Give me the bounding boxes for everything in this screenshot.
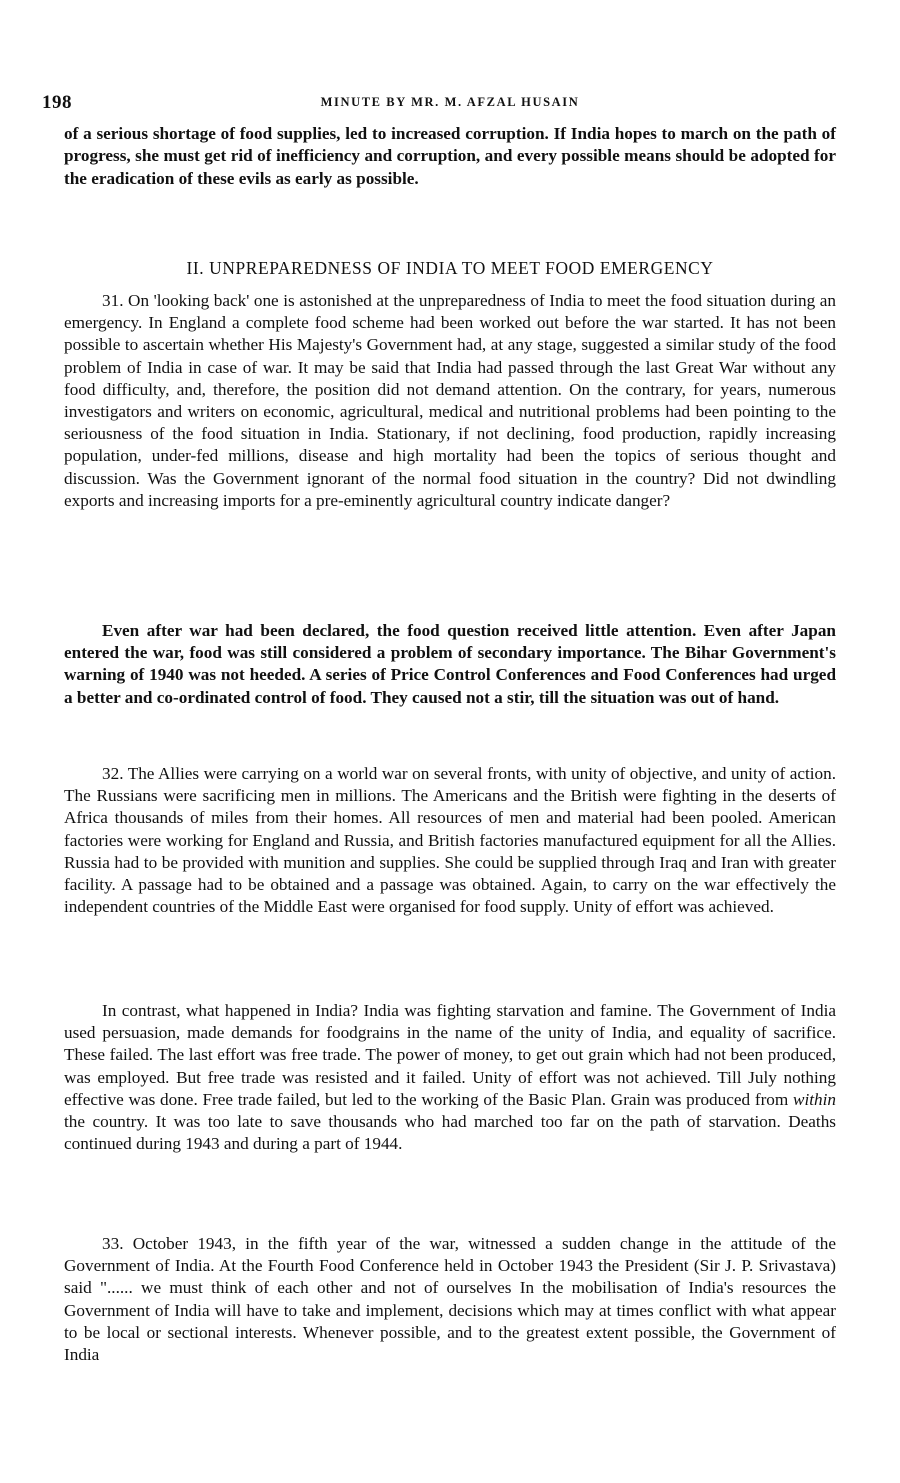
running-title: MINUTE BY MR. M. AFZAL HUSAIN [320,95,580,109]
section-heading: II. UNPREPAREDNESS OF INDIA TO MEET FOOD EMERGENCY [186,258,714,278]
paragraph-32-continued-text-a: In contrast, what happened in India? India was fighting starvation and famine. The Government of India used persuasion, made demands for foodgrains in the name of the unity of India, and equality of sacrifice. These failed. The last effort was free trade. The power of money, to get out grain which had not been produced, was employed. But free trade was resisted and it failed. Unity of effort was not achieved. Till July nothing effective was done. Free trade failed, but led to the working of the Basic Plan. Grain was produced from [64,1001,836,1109]
paragraph-32-continued-text-b: the country. It was too late to save thousands who had marched too far on the path of starvation. Deaths continued during 1943 and during a part of 1944. [64,1112,836,1154]
running-head [0,92,900,116]
italic-word-within: within [793,1089,837,1109]
intro-paragraph-block [64,123,836,190]
paragraph-32-continued [64,1000,836,1155]
intro-paragraph: of a serious shortage of food supplies, led to increased corruption. If India hopes to march on the path of progress, she must get rid of inefficiency and corruption, and every possible means should be adopted for the eradication of these evils as early as possible. [64,124,836,188]
page-number: 198 [42,92,72,113]
paragraph-33-block [64,1233,836,1366]
paragraph-31-block [64,290,836,512]
paragraph-32-continued-block [64,1000,836,1155]
paragraph-31-continued: Even after war had been declared, the food question received little attention. Even after Japan entered the war, food was still considered a problem of secondary importance. The Bihar Government's warning of 1940 was not heeded. A series of Price Control Conferences and Food Conferences had urged a better and co-ordinated control of food. They caused not a stir, till the situation was out of hand. [64,621,836,707]
paragraph-31: 31. On 'looking back' one is astonished at the unpreparedness of India to meet the food situation during an emergency. In England a complete food scheme had been worked out before the war started. It has not been possible to ascertain whether His Majesty's Government had, at any stage, suggested a similar study of the food problem of India in case of war. It may be said that India had passed through the last Great War without any food difficulty, and, therefore, the position did not demand attention. On the contrary, for years, numerous investigators and writers on economic, agricultural, medical and nutritional problems had been pointing to the seriousness of the food situation in India. Stationary, if not declining, food production, rapidly increasing population, under-fed millions, disease and high mortality had been the topics of serious thought and discussion. Was the Government ignorant of the normal food situation in the country? Did not dwindling exports and increasing imports for a pre-eminently agricultural country indicate danger? [64,291,836,510]
paragraph-32-block [64,763,836,918]
paragraph-31-continued-block [64,620,836,709]
paragraph-32: 32. The Allies were carrying on a world war on several fronts, with unity of objective, and unity of action. The Russians were sacrificing men in millions. The Americans and the British were fighting in the deserts of Africa thousands of miles from their homes. All resources of men and material had been pooled. American factories were working for England and Russia, and British factories manufactured equipment for all the Allies. Russia had to be provided with munition and supplies. She could be supplied through Iraq and Iran with greater facility. A passage had to be obtained and a passage was obtained. Again, to carry on the war effectively the independent countries of the Middle East were organised for food supply. Unity of effort was achieved. [64,764,836,917]
paragraph-33: 33. October 1943, in the fifth year of the war, witnessed a sudden change in the attitude of the Government of India. At the Fourth Food Conference held in October 1943 the President (Sir J. P. Srivastava) said "...... we must think of each other and not of ourselves In the mobilisation of India's resources the Government of India will have to take and implement, decisions which may at times conflict with what appear to be local or sectional interests. Whenever possible, and to the greatest extent possible, the Government of India [64,1234,836,1365]
